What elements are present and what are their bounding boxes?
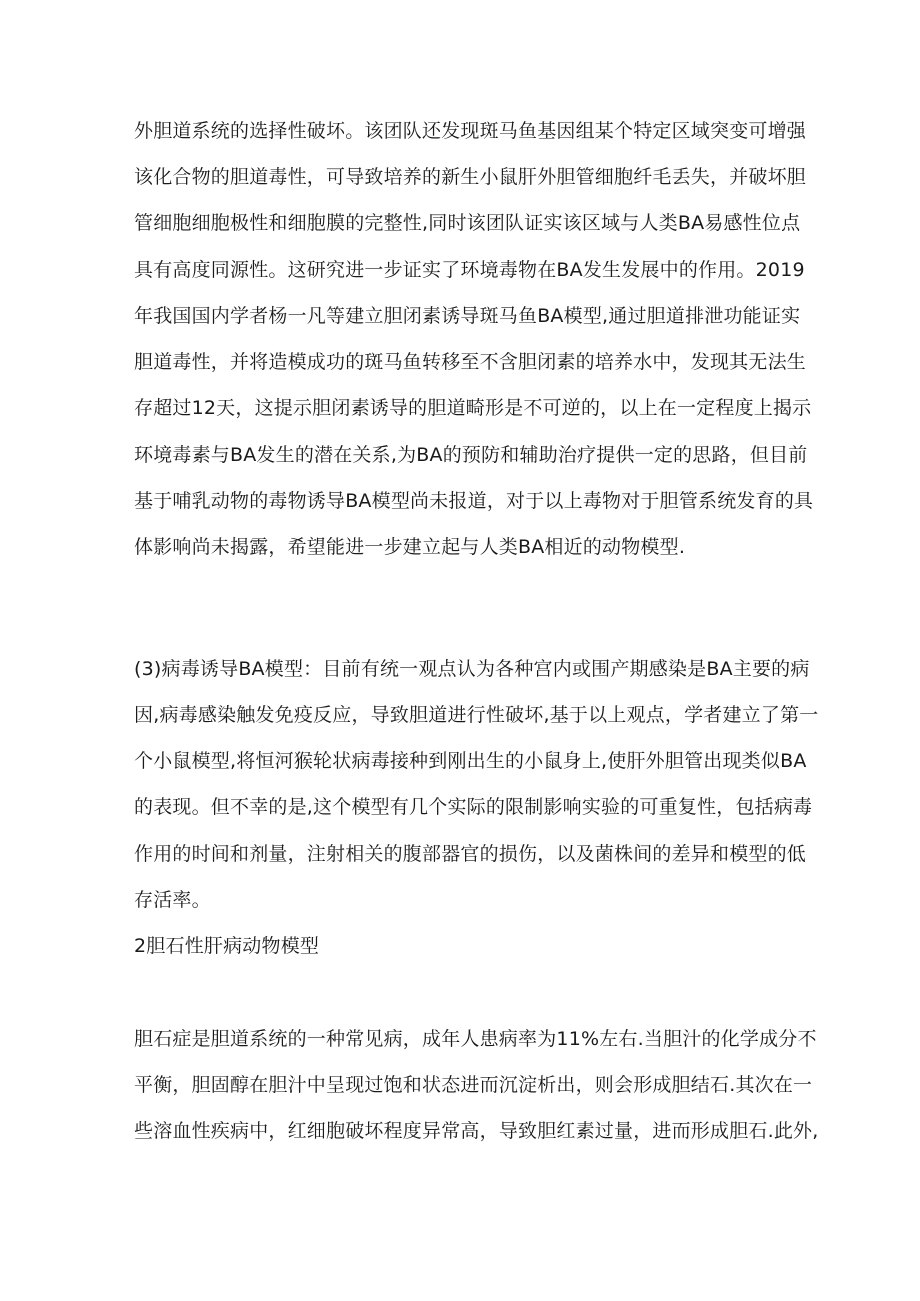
- text-line: 因,病毒感染触发免疫反应，导致胆道进行性破坏,基于以上观点，学者建立了第一: [134, 704, 819, 726]
- text-line: 胆道毒性，并将造模成功的斑马鱼转移至不含胆闭素的培养水中，发现其无法生: [134, 351, 807, 373]
- text-line: 胆石症是胆道系统的一种常见病，成年人患病率为11%左右.当胆汁的化学成分不: [134, 1028, 817, 1050]
- text-line: 的表现。但不幸的是,这个模型有几个实际的限制影响实验的可重复性，包括病毒: [134, 796, 813, 818]
- text-line: 作用的时间和剂量，注射相关的腹部器官的损伤，以及菌株间的差异和模型的低: [134, 843, 807, 865]
- text-line: 存超过12天，这提示胆闭素诱导的胆道畸形是不可逆的，以上在一定程度上揭示: [134, 397, 812, 419]
- text-line: 该化合物的胆道毒性，可导致培养的新生小鼠肝外胆管细胞纤毛丢失，并破坏胆: [134, 166, 807, 188]
- section-heading: 2胆石性肝病动物模型: [134, 935, 320, 957]
- text-line: 个小鼠模型,将恒河猴轮状病毒接种到刚出生的小鼠身上,使肝外胆管出现类似BA: [134, 750, 807, 772]
- text-line: 体影响尚未揭露，希望能进一步建立起与人类BA相近的动物模型.: [134, 536, 686, 558]
- text-line: 管细胞细胞极性和细胞膜的完整性,同时该团队证实该区域与人类BA易感性位点: [134, 212, 801, 234]
- text-line: 平衡，胆固醇在胆汁中呈现过饱和状态进而沉淀析出，则会形成胆结石.其次在一: [134, 1074, 813, 1096]
- text-line: 具有高度同源性。这研究进一步证实了环境毒物在BA发生发展中的作用。2019: [134, 259, 805, 281]
- text-line: 环境毒素与BA发生的潜在关系,为BA的预防和辅助治疗提供一定的思路，但目前: [134, 444, 808, 466]
- text-line: 外胆道系统的选择性破坏。该团队还发现斑马鱼基因组某个特定区域突变可增强: [134, 120, 807, 142]
- text-line: (3)病毒诱导BA模型：目前有统一观点认为各种宫内或围产期感染是BA主要的病: [134, 658, 810, 680]
- text-line: 基于哺乳动物的毒物诱导BA模型尚未报道，对于以上毒物对于胆管系统发育的具: [134, 490, 814, 512]
- text-line: 年我国国内学者杨一凡等建立胆闭素诱导斑马鱼BA模型,通过胆道排泄功能证实: [134, 305, 801, 327]
- text-line: 些溶血性疾病中，红细胞破坏程度异常高，导致胆红素过量，进而形成胆石.此外,: [134, 1120, 819, 1142]
- text-line: 存活率。: [134, 889, 211, 911]
